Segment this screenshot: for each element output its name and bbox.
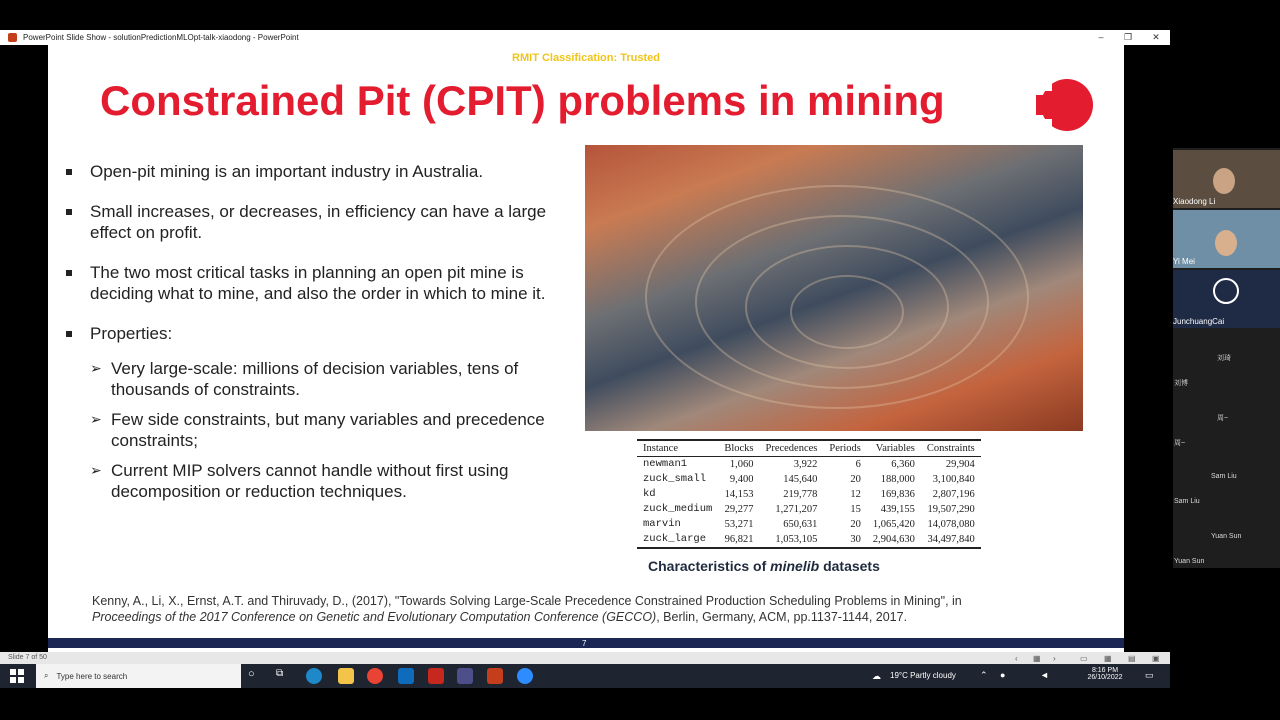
sub-bullet-item: ➢ Few side constraints, but many variables and precedence constraints; <box>90 410 545 450</box>
status-bar <box>0 652 1170 664</box>
table-cell: 650,631 <box>783 519 818 530</box>
table-row <box>637 457 981 473</box>
table-cell: marvin <box>643 518 681 530</box>
bullet-list <box>66 161 591 521</box>
participant-name: 刘博 <box>1174 380 1188 387</box>
store-icon[interactable] <box>457 668 473 684</box>
tray-chevron-icon[interactable]: ⌃ <box>980 670 988 680</box>
rmit-logo-icon <box>1034 75 1094 135</box>
col-blocks: Blocks <box>718 440 759 457</box>
table-cell: zuck_large <box>643 533 707 545</box>
task-view-icon[interactable]: ⧉ <box>276 668 284 679</box>
arrow-bullet-icon: ➢ <box>90 411 102 427</box>
table-caption: Characteristics of minelib datasets <box>648 558 880 574</box>
table-cell: 145,640 <box>783 474 818 485</box>
slide-counter: Slide 7 of 50 <box>8 654 47 661</box>
volume-icon[interactable]: ◄ <box>1040 670 1049 680</box>
minimize-button[interactable]: – <box>1098 32 1104 42</box>
slide-sorter-icon[interactable]: ▦ <box>1033 654 1041 663</box>
col-variables: Variables <box>867 440 921 457</box>
table-cell: kd <box>643 488 656 500</box>
powerpoint-taskbar-icon[interactable] <box>487 668 503 684</box>
obs-avatar-icon <box>1213 278 1239 304</box>
table-cell: 29,277 <box>724 504 754 515</box>
table-row <box>637 472 981 487</box>
file-explorer-icon[interactable] <box>338 668 354 684</box>
participant-name: Yuan Sun <box>1174 558 1205 565</box>
table-cell: 169,836 <box>880 489 915 500</box>
table-cell: zuck_small <box>643 473 707 485</box>
table-cell: 2,904,630 <box>872 534 915 545</box>
table-cell: 1,060 <box>729 459 754 470</box>
reading-view-icon[interactable]: ▤ <box>1128 654 1136 663</box>
notification-icon[interactable]: ▭ <box>1145 670 1154 680</box>
windows-start-icon[interactable] <box>10 669 24 683</box>
participant-video-tile[interactable]: Yi Mei <box>1173 210 1280 268</box>
prev-slide-icon[interactable]: ‹ <box>1015 654 1018 663</box>
table-cell: 9,400 <box>729 474 754 485</box>
col-periods: Periods <box>823 440 867 457</box>
table-cell: 19,507,290 <box>927 504 975 515</box>
participant-name: 周~ <box>1217 415 1229 422</box>
bullet-item: The two most critical tasks in planning an open pit mine is deciding what to mine, and also the order in which to mine it. <box>66 262 591 304</box>
taskbar-search[interactable] <box>36 664 241 688</box>
close-button[interactable]: ✕ <box>1152 32 1160 42</box>
window-title-bar <box>0 30 1170 45</box>
table-cell: 12 <box>850 489 861 500</box>
window-title: PowerPoint Slide Show - solutionPredictionMLOpt-talk-xiaodong - PowerPoint <box>23 33 299 42</box>
table-cell: 188,000 <box>880 474 915 485</box>
participant-name: Yuan Sun <box>1211 533 1242 540</box>
cortana-icon[interactable]: ○ <box>248 668 255 680</box>
table-row <box>637 487 981 502</box>
table-cell: 30 <box>850 534 861 545</box>
participant-video-tile[interactable]: JunchuangCai <box>1173 270 1280 328</box>
sub-bullet-item: ➢ Very large-scale: millions of decision variables, tens of thousands of constraints. <box>90 359 519 399</box>
sub-bullet-item: ➢ Current MIP solvers cannot handle without first using decomposition or reduction techniques. <box>90 461 509 501</box>
table-cell: 6 <box>855 459 861 470</box>
participant-video-tile[interactable]: Xiaodong Li <box>1173 150 1280 208</box>
weather-text[interactable]: 19°C Partly cloudy <box>890 671 956 680</box>
slide <box>48 45 1124 652</box>
clock[interactable]: 8:16 PM 26/10/2022 <box>1087 667 1123 681</box>
mic-icon[interactable]: ● <box>1000 670 1006 680</box>
participant-name: Sam Liu <box>1174 498 1200 505</box>
table-cell: zuck_medium <box>643 503 713 515</box>
participant-panel <box>1173 148 1280 568</box>
arrow-bullet-icon: ➢ <box>90 360 102 376</box>
table-cell: 1,271,207 <box>775 504 818 515</box>
bullet-item: Small increases, or decreases, in efficiency can have a large effect on profit. <box>66 201 591 243</box>
edge-icon[interactable] <box>306 668 322 684</box>
table-cell: 219,778 <box>783 489 818 500</box>
table-cell: 15 <box>850 504 861 515</box>
table-cell: 3,922 <box>793 459 818 470</box>
weather-icon: ☁ <box>872 671 881 681</box>
table-cell: 14,153 <box>724 489 754 500</box>
footer-square <box>1070 638 1082 648</box>
bullet-item: Properties: ➢ Very large-scale: millions of decision variables, tens of thousands of constraints. ➢ Few side constraints, but many variables and precedence constraints; ➢ Current MIP solvers cannot handle without first using decomposition or reduction techniques. <box>66 323 591 502</box>
table-cell: 14,078,080 <box>927 519 975 530</box>
table-cell: 34,497,840 <box>927 534 975 545</box>
presenter-view-icon[interactable]: ▣ <box>1152 654 1160 663</box>
table-row <box>637 532 981 548</box>
footer-square <box>1090 638 1102 648</box>
table-cell: newman1 <box>643 458 688 470</box>
sub-bullet-list <box>90 358 591 502</box>
bullet-item: Open-pit mining is an important industry in Australia. <box>66 161 591 182</box>
table-row <box>637 517 981 532</box>
col-precedences: Precedences <box>759 440 823 457</box>
search-icon: ⌕ <box>44 671 49 680</box>
acrobat-icon[interactable] <box>428 668 444 684</box>
classification-label: RMIT Classification: Trusted <box>512 52 660 64</box>
powerpoint-icon <box>8 33 17 42</box>
col-constraints: Constraints <box>921 440 981 457</box>
table-row <box>637 502 981 517</box>
table-cell: 20 <box>850 474 861 485</box>
col-instance: Instance <box>637 440 718 457</box>
table-cell: 1,065,420 <box>872 519 915 530</box>
chrome-icon[interactable] <box>367 668 383 684</box>
grid-view-icon[interactable]: ▦ <box>1104 654 1112 663</box>
taskbar <box>0 664 1170 688</box>
open-pit-mine-photo <box>585 145 1083 431</box>
table-cell: 3,100,840 <box>932 474 975 485</box>
arrow-bullet-icon: ➢ <box>90 462 102 478</box>
page-number: 7 <box>582 639 587 648</box>
table-cell: 6,360 <box>891 459 915 470</box>
table-cell: 53,271 <box>724 519 754 530</box>
maximize-button[interactable]: ❐ <box>1123 32 1133 42</box>
participant-name: 刘琦 <box>1217 355 1231 362</box>
reference: Kenny, A., Li, X., Ernst, A.T. and Thiruvady, D., (2017), "Towards Solving Large-Scale Precedence Constrained Production Scheduling Problems in Mining", in Proceedings of the 2017 Conference on Genetic and Evolutionary Computation Conference (GECCO), Berlin, Germany, ACM, pp.1137-1144, 2017. <box>92 594 962 624</box>
next-slide-icon[interactable]: › <box>1053 654 1056 663</box>
table-cell: 2,807,196 <box>932 489 975 500</box>
table-cell: 20 <box>850 519 861 530</box>
table-cell: 96,821 <box>724 534 754 545</box>
outlook-icon[interactable] <box>398 668 414 684</box>
normal-view-icon[interactable]: ▭ <box>1080 654 1088 663</box>
minelib-table <box>637 439 981 549</box>
participant-name: Sam Liu <box>1211 473 1237 480</box>
participant-name: 周~ <box>1174 440 1186 447</box>
slide-title: Constrained Pit (CPIT) problems in mining <box>100 77 945 124</box>
zoom-icon[interactable] <box>517 668 533 684</box>
table-cell: 1,053,105 <box>775 534 818 545</box>
table-cell: 29,904 <box>945 459 975 470</box>
footer-square <box>1110 638 1122 648</box>
search-placeholder: Type here to search <box>56 671 128 681</box>
table-cell: 439,155 <box>880 504 915 515</box>
